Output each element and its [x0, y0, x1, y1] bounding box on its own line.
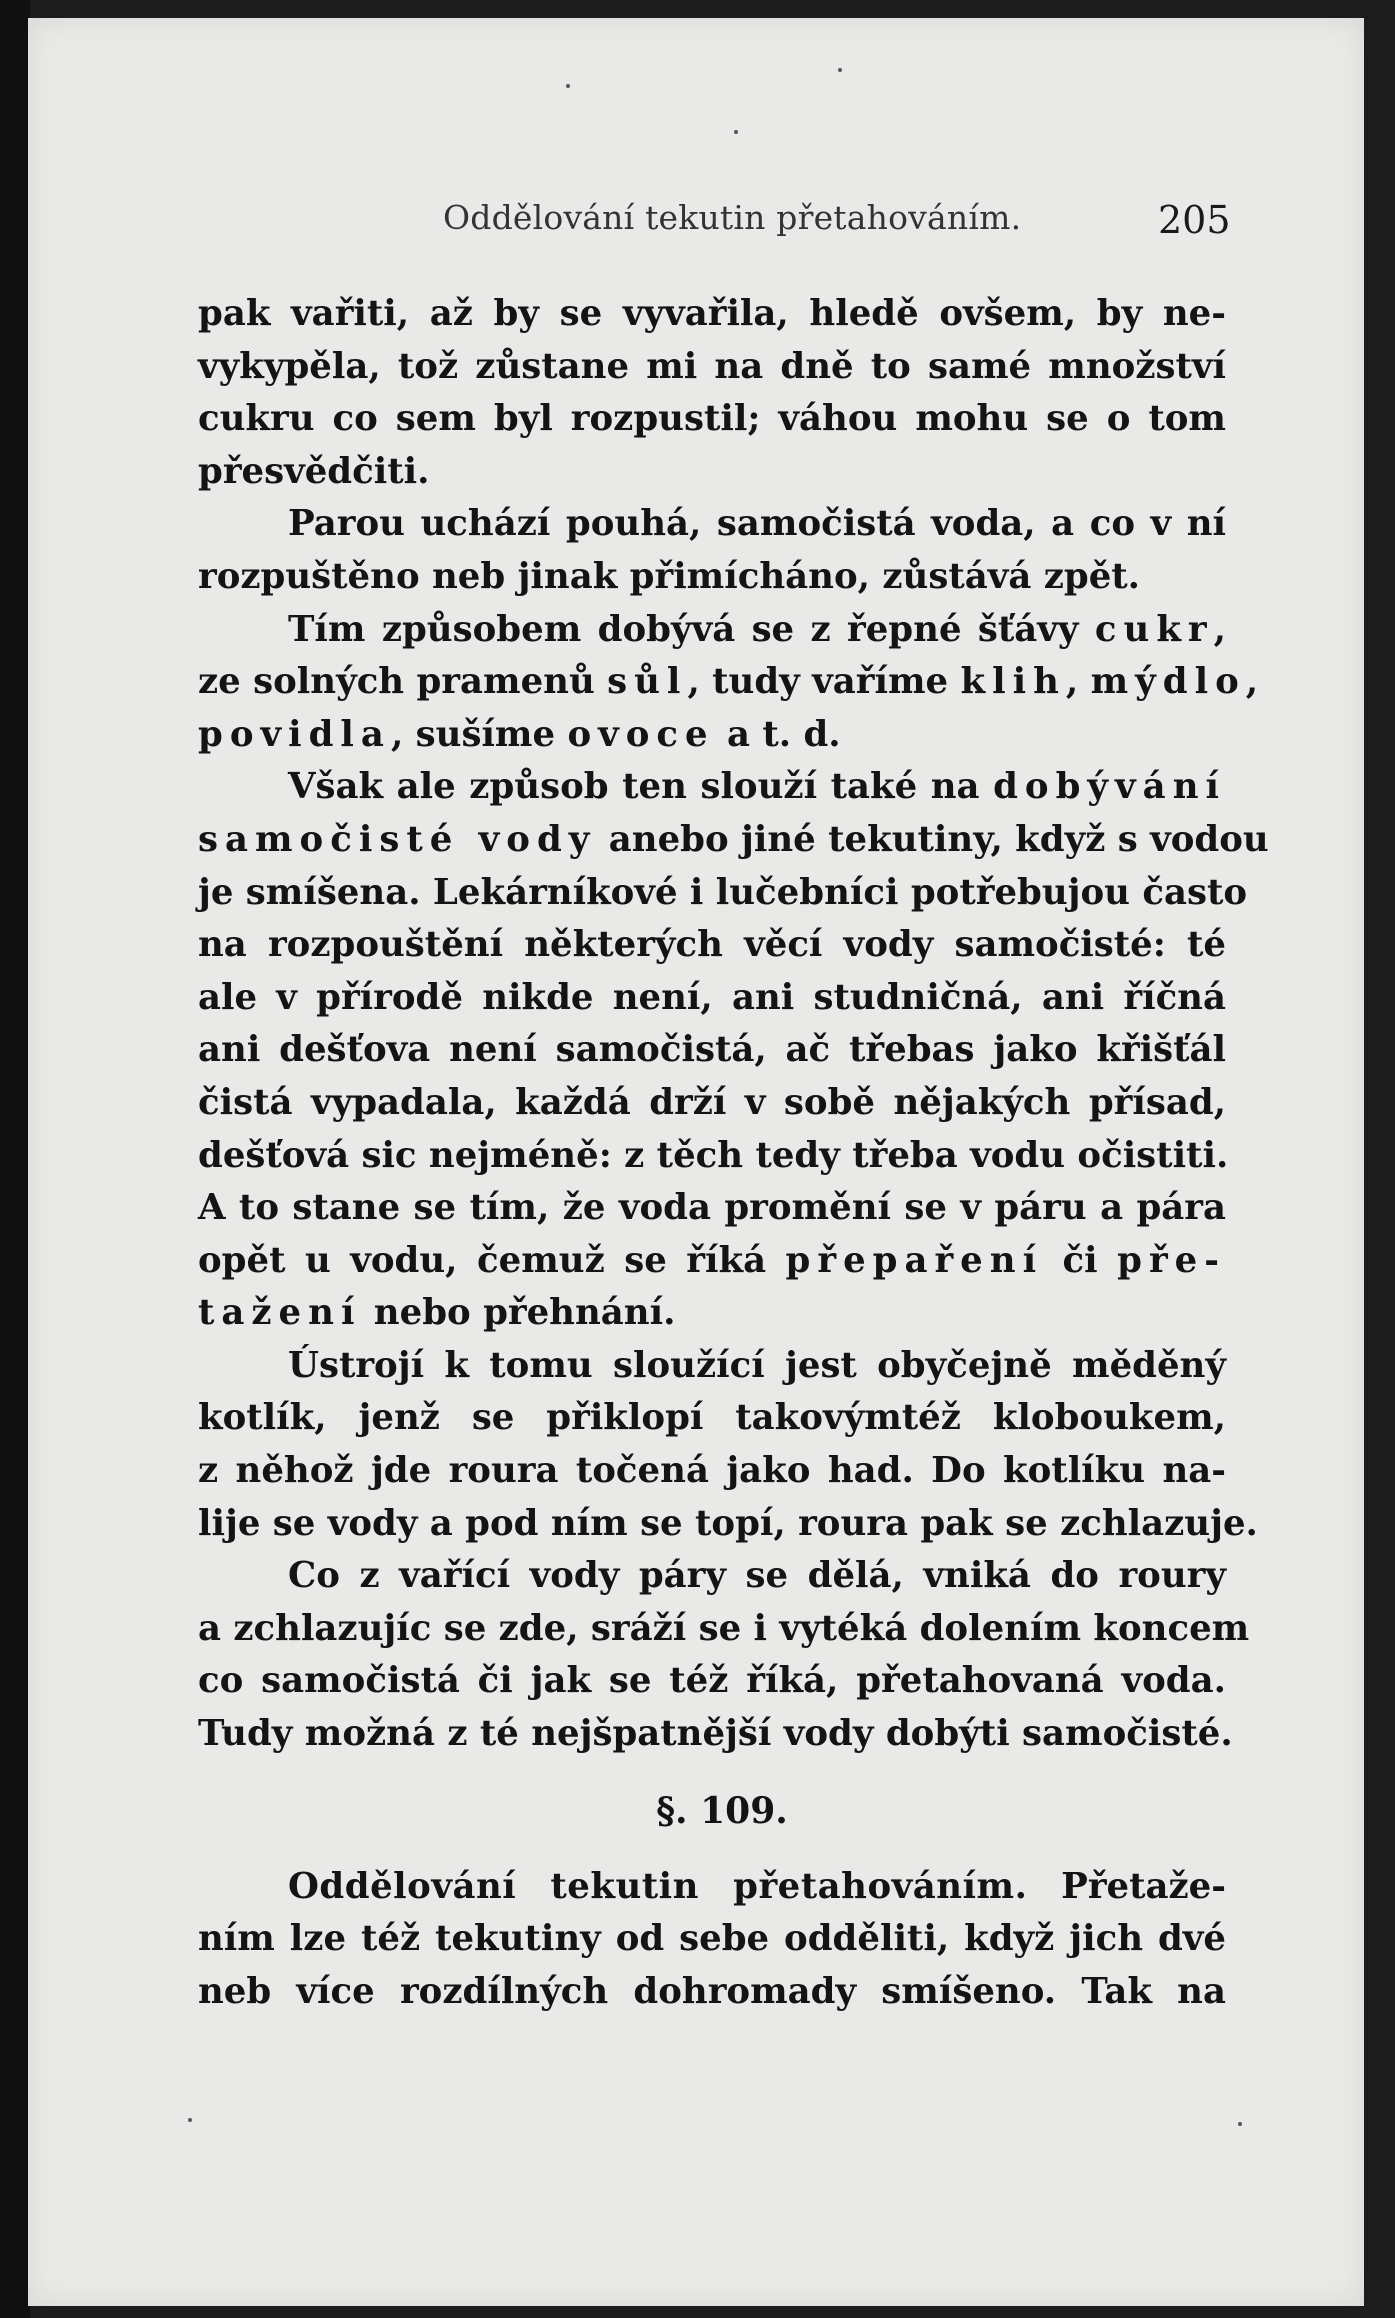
text-line: ním lze též tekutiny od sebe odděliti, když jich dvé: [198, 1918, 1226, 1960]
text-line: ale v přírodě nikde není, ani studničná, ani říčná: [198, 976, 1226, 1018]
text-line: přesvědčiti.: [198, 450, 430, 492]
scan-speck: [838, 68, 842, 72]
spaced-term: mýdlo: [1090, 661, 1246, 703]
text-line: [198, 1287, 1226, 1340]
text-run: ,: [1245, 661, 1259, 703]
text-run: anebo jiné tekutiny, když s vodou: [596, 818, 1269, 860]
text-line: ani dešťova není samočistá, ač třebas jako křišťál: [198, 1029, 1226, 1071]
text-line: čistá vypadala, každá drží v sobě nějakých přísad,: [198, 1081, 1226, 1123]
text-run: opět u vodu, čemuž se říká: [198, 1239, 786, 1281]
text-line: [198, 656, 1259, 709]
spaced-term: samočisté vody: [198, 818, 597, 860]
text-line: [198, 1235, 1226, 1288]
text-line: kotlík, jenž se přiklopí takovýmtéž kloboukem,: [198, 1397, 1226, 1439]
text-line: pak vařiti, až by se vyvařila, hledě ovšem, by ne-: [198, 293, 1226, 334]
text-line: Ústrojí k tomu sloužící jest obyčejně měděný: [288, 1344, 1226, 1386]
text-run: Však ale způsob ten slouží také na: [288, 766, 994, 808]
text-line: [198, 761, 1226, 814]
spaced-term: pře-: [1117, 1239, 1226, 1281]
section-number: §. 109.: [656, 1789, 788, 1832]
text-run: a t. d.: [714, 713, 841, 755]
text-line: Tudy možná z té nejšpatnější vody dobýti samočisté.: [198, 1713, 1233, 1755]
text-line: na rozpouštění některých věcí vody samočisté: té: [198, 924, 1226, 966]
spaced-term: klih: [960, 661, 1066, 703]
text-line: lije se vody a pod ním se topí, roura pak se zchlazuje.: [198, 1502, 1258, 1544]
spaced-term: přepaření: [785, 1239, 1044, 1281]
text-run: ,: [1065, 661, 1091, 703]
scan-speck: [188, 2118, 192, 2122]
text-line: cukru co sem byl rozpustil; váhou mohu se o tom: [198, 398, 1226, 440]
text-line: je smíšena. Lekárníkové i lučebníci potřebujou často: [198, 871, 1248, 913]
text-line: [198, 814, 1269, 867]
text-line: co samočistá či jak se též říká, přetahovaná voda.: [198, 1660, 1226, 1702]
spaced-term: dobývání: [993, 766, 1226, 808]
scan-speck: [734, 130, 738, 134]
spaced-term: sůl: [607, 661, 688, 703]
text-run: , sušíme: [390, 713, 568, 755]
text-run: , tudy vaříme: [687, 661, 961, 703]
text-line: a zchlazujíc se zde, sráží se i vytéká dolením koncem: [198, 1607, 1250, 1649]
spaced-term: ovoce: [567, 713, 715, 755]
text-line: rozpuštěno neb jinak přimícháno, zůstává zpět.: [198, 555, 1141, 597]
scan-speck: [1238, 2122, 1242, 2126]
running-title: Oddělování tekutin přetahováním.: [443, 198, 1022, 237]
text-line: vykypěla, tož zůstane mi na dně to samé množství: [198, 345, 1226, 387]
text-run: Tím způsobem dobývá se z řepné šťávy: [288, 608, 1095, 650]
spaced-term: povidla: [198, 713, 391, 755]
text-run: ze solných pramenů: [198, 661, 608, 703]
book-page: [28, 18, 1364, 2306]
text-line: [198, 709, 1226, 762]
text-line: Parou uchází pouhá, samočistá voda, a co v ní: [288, 503, 1226, 545]
body-text: [198, 288, 1269, 2018]
text-run: či: [1043, 1239, 1118, 1281]
text-line: dešťová sic nejméně: z těch tedy třeba vodu očistiti.: [198, 1134, 1229, 1176]
text-line: neb více rozdílných dohromady smíšeno. Tak na: [198, 1970, 1226, 2012]
page-number: 205: [1158, 198, 1231, 242]
scan-speck: [566, 84, 570, 88]
text-run: ,: [1213, 608, 1226, 650]
spaced-term: tažení: [198, 1292, 362, 1334]
text-run: nebo přehnání.: [361, 1292, 676, 1334]
spaced-term: cukr: [1094, 608, 1214, 650]
scan-left-edge: [0, 0, 30, 2318]
text-line: [198, 604, 1226, 657]
text-line: A to stane se tím, že voda promění se v páru a pára: [198, 1187, 1226, 1229]
text-line: Co z vařící vody páry se dělá, vniká do roury: [288, 1555, 1226, 1597]
text-line: z něhož jde roura točená jako had. Do kotlíku na-: [198, 1450, 1226, 1492]
text-line: [198, 1861, 1226, 1914]
section-heading: Oddělování tekutin přetahováním.: [288, 1865, 1028, 1907]
text-run: Přetaže-: [1027, 1865, 1226, 1907]
